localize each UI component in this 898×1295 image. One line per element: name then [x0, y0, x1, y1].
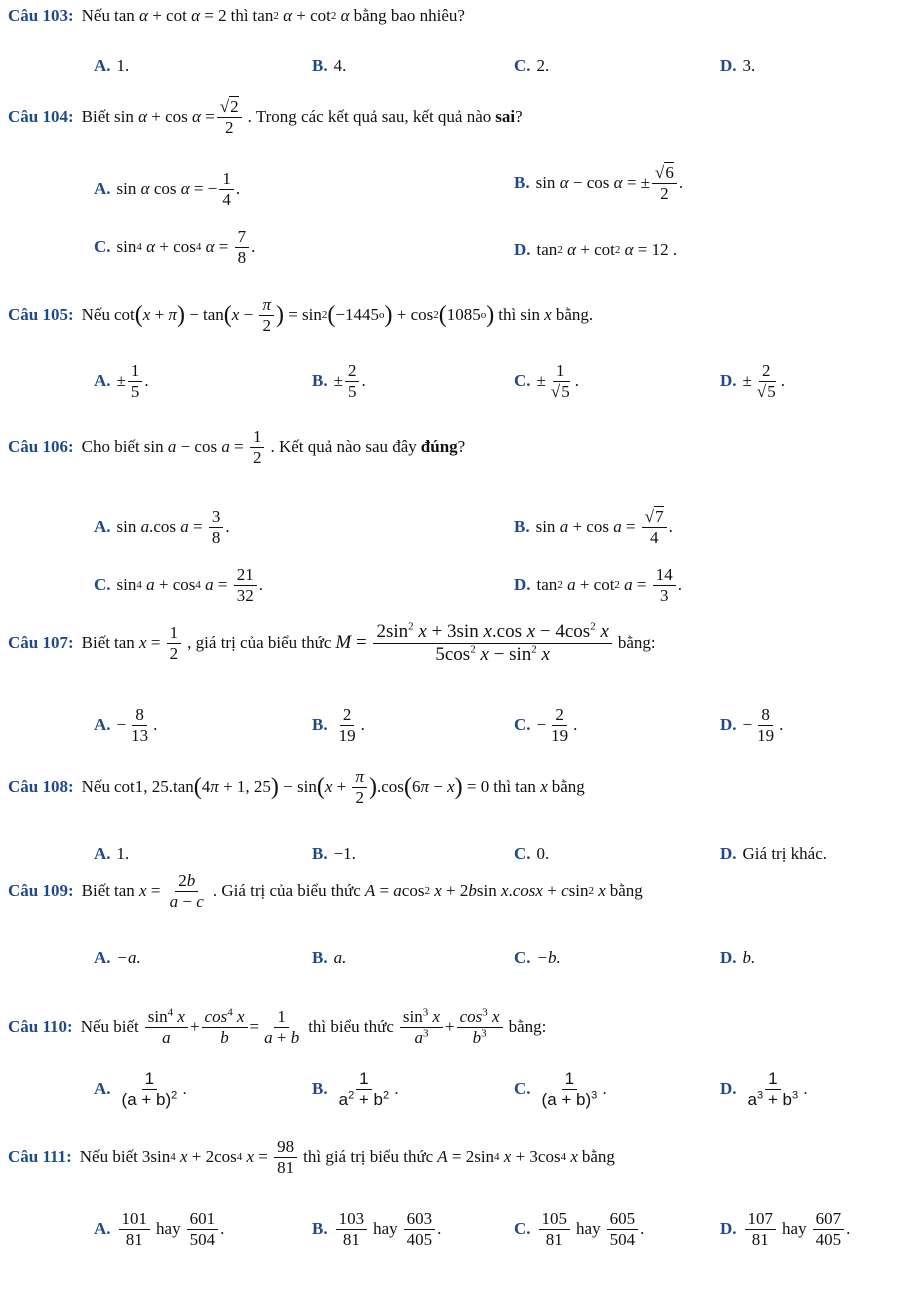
option-b[interactable] — [514, 508, 673, 547]
stem-text-post: bằng — [551, 777, 585, 797]
option-a[interactable] — [94, 508, 230, 547]
option-label: A. — [94, 179, 111, 199]
option-math: $\frac{1}{(a + b)^2}$ . — [121, 1069, 187, 1109]
question-109-stem — [8, 872, 643, 911]
math-condition: tan α + cot α = 2 — [113, 6, 227, 25]
option-d[interactable] — [514, 566, 682, 605]
option-b[interactable] — [312, 948, 346, 968]
option-math: $\frac{103}{81}$ hay $\frac{603}{405}$ . — [334, 1210, 442, 1249]
option-label: A. — [94, 1079, 111, 1099]
option-c[interactable] — [514, 1210, 644, 1249]
option-a[interactable] — [94, 170, 240, 209]
option-label: A. — [94, 1219, 111, 1239]
option-math: sin 4 α + cos 4 α = $\frac{7}{8}$ . — [116, 227, 256, 267]
question-label: Câu 103: — [8, 6, 74, 25]
option-a[interactable] — [94, 56, 129, 76]
stem-emphasis: sai — [495, 107, 516, 127]
option-label: C. — [514, 1079, 531, 1099]
math-condition: $\frac{\sin^4 x}{a}$ + $\frac{\cos^4 x}{b}$ = $\frac{1}{a + b}$ — [143, 1008, 304, 1047]
option-c[interactable] — [94, 566, 263, 605]
stem-text-pre: Biết — [81, 107, 110, 127]
stem-text-post: bằng. — [555, 305, 594, 325]
stem-text-mid: thì — [493, 777, 512, 797]
option-label: C. — [94, 575, 111, 595]
math-condition: 3sin 4 x + 2cos 4 x = $\frac{98}{81}$ — [142, 1138, 299, 1177]
option-label: D. — [720, 1219, 737, 1239]
option-value: 2. — [536, 56, 550, 75]
option-b[interactable] — [514, 164, 683, 203]
option-math: ± $\frac{2}{5}$ . — [333, 361, 366, 401]
option-label: B. — [312, 1079, 328, 1099]
option-value: −1. — [333, 844, 356, 863]
stem-tail: ? — [457, 437, 466, 457]
option-math: $\frac{107}{81}$ hay $\frac{607}{405}$ . — [743, 1210, 851, 1249]
stem-tail: ? — [515, 107, 523, 127]
question-label: Câu 109: — [8, 881, 74, 901]
stem-emphasis: đúng — [420, 437, 458, 457]
option-label: D. — [514, 240, 531, 259]
option-b[interactable] — [312, 56, 346, 76]
option-value: Giá trị khác. — [742, 844, 828, 863]
question-108-stem — [8, 768, 585, 807]
option-math: $\frac{101}{81}$ hay $\frac{601}{504}$ . — [117, 1210, 225, 1249]
stem-text-post: bằng: — [508, 1017, 547, 1037]
option-label: B. — [312, 948, 328, 967]
question-label: Câu 104: — [8, 107, 74, 127]
math-condition: cot ( x + π ) − tan ( x − $\frac{\pi}{2}$ ) = sin 2 ( −1445 o ) + cos 2 ( 1085 o ) — [113, 295, 495, 335]
option-value: b. — [742, 948, 756, 967]
option-label: D. — [720, 844, 737, 863]
stem-text-pre: Nếu biết — [79, 1147, 138, 1167]
option-value: −b. — [536, 948, 561, 967]
option-c[interactable] — [514, 1070, 607, 1109]
option-d[interactable] — [720, 56, 755, 76]
math-condition: sin a − cos a = $\frac{1}{2}$ — [144, 428, 267, 467]
math-condition: sin α + cos α = $\frac{√2}{2}$ — [114, 98, 244, 137]
option-hay: hay — [373, 1219, 398, 1239]
option-math: $\frac{1}{a^3 + b^3}$ . — [747, 1069, 808, 1109]
math-expression: A = a cos 2 x + 2 b sin x . cosx + c sin 2 x — [364, 881, 606, 901]
option-label: D. — [720, 948, 737, 967]
option-label: D. — [514, 575, 531, 595]
stem-text-pre: Nếu — [81, 777, 110, 797]
option-value: −a. — [116, 948, 141, 967]
option-value: 3. — [742, 56, 756, 75]
option-math: sin 4 a + cos 4 a = $\frac{21}{32}$ . — [116, 565, 263, 605]
option-d[interactable] — [720, 1070, 808, 1109]
option-math: $\frac{105}{81}$ hay $\frac{605}{504}$ . — [537, 1210, 645, 1249]
option-math: $\frac{1}{(a + b)^3}$ . — [541, 1069, 607, 1109]
option-math: tan 2 a + cot 2 a = $\frac{14}{3}$ . — [536, 565, 683, 605]
option-label: C. — [514, 715, 531, 735]
stem-text-post: . Kết quả nào sau đây — [270, 437, 417, 457]
stem-text-pre: Biết — [81, 881, 110, 901]
stem-text-pre: Cho biết — [81, 437, 140, 457]
option-b[interactable] — [312, 1210, 441, 1249]
option-d[interactable] — [720, 948, 755, 968]
option-d[interactable] — [720, 1210, 850, 1249]
option-value: 1. — [116, 844, 130, 863]
stem-text-post: bằng: — [617, 633, 656, 653]
option-hay: hay — [156, 1219, 181, 1239]
option-math: sin a .cos a = $\frac{3}{8}$ . — [116, 507, 230, 547]
option-label: B. — [312, 844, 328, 863]
math-condition: tan x = $\frac{2b}{a - c}$ — [114, 871, 204, 911]
option-label: A. — [94, 844, 111, 863]
option-value: 0. — [536, 844, 550, 863]
question-label: Câu 111: — [8, 1147, 72, 1167]
stem-text-post: bằng bao nhiêu? — [353, 6, 465, 25]
option-d[interactable] — [720, 706, 783, 745]
option-b[interactable] — [312, 844, 356, 864]
option-label: C. — [514, 844, 531, 863]
option-label: A. — [94, 948, 111, 967]
option-label: D. — [720, 371, 737, 391]
option-hay: hay — [576, 1219, 601, 1239]
option-d[interactable] — [720, 362, 785, 401]
option-value: 1. — [116, 56, 130, 75]
option-label: A. — [94, 715, 111, 735]
math-expression: sin x — [520, 305, 552, 325]
option-math: − $\frac{8}{13}$ . — [116, 705, 158, 745]
option-c[interactable] — [514, 706, 577, 745]
stem-text-post: bằng — [581, 1147, 615, 1167]
option-b[interactable] — [312, 362, 366, 401]
option-math: tan 2 α + cot 2 α = 12 . — [536, 240, 678, 259]
option-a[interactable] — [94, 948, 141, 968]
option-label: B. — [312, 371, 328, 391]
question-label: Câu 106: — [8, 437, 74, 457]
option-c[interactable] — [514, 362, 579, 401]
option-math: − $\frac{2}{19}$ . — [536, 705, 578, 745]
option-c[interactable] — [514, 56, 549, 76]
stem-text-pre: Nếu — [81, 305, 110, 325]
option-math: − $\frac{8}{19}$ . — [742, 705, 784, 745]
option-b[interactable] — [312, 706, 365, 745]
question-107-stem — [8, 622, 656, 665]
option-label: D. — [720, 1079, 737, 1099]
stem-text-mid: . Giá trị của biểu thức — [212, 881, 361, 901]
stem-text-mid: thì biểu thức — [308, 1017, 394, 1037]
option-label: B. — [312, 56, 328, 75]
option-math: $\frac{2}{19}$ . — [338, 705, 365, 745]
option-label: D. — [720, 715, 737, 735]
stem-text-mid: thì — [498, 305, 517, 325]
stem-text-pre: Nếu — [81, 6, 110, 25]
stem-text-mid: thì — [230, 6, 249, 25]
option-math: sin α cos α = − $\frac{1}{4}$ . — [116, 169, 241, 209]
option-label: B. — [312, 715, 328, 735]
math-expression: M = $\frac{2\sin^2 x + 3\sin x.\cos x - 4\cos^2 x}{5\cos^2 x - \sin^2 x}$ — [335, 622, 614, 665]
option-d[interactable] — [720, 844, 827, 864]
option-label: B. — [514, 517, 530, 537]
question-106-stem — [8, 428, 465, 467]
option-label: B. — [514, 173, 530, 193]
stem-text-pre: Nếu biết — [80, 1017, 139, 1037]
math-expression: $\frac{\sin^3 x}{a^3}$ + $\frac{\cos^3 x}{b^3}$ — [398, 1008, 505, 1047]
option-math: sin α − cos α = ± $\frac{√6}{2}$ . — [535, 163, 684, 203]
option-label: B. — [312, 1219, 328, 1239]
question-105-stem — [8, 296, 593, 335]
option-c[interactable] — [514, 844, 549, 864]
option-value: a. — [333, 948, 347, 967]
option-label: C. — [514, 948, 531, 967]
option-a[interactable] — [94, 844, 129, 864]
stem-text-mid: thì giá trị biểu thức — [303, 1147, 434, 1167]
question-label: Câu 107: — [8, 633, 74, 653]
question-111-stem — [8, 1138, 615, 1177]
stem-text-mid: , giá trị của biểu thức — [187, 633, 332, 653]
question-103-stem — [8, 6, 465, 26]
question-104-stem — [8, 98, 523, 137]
option-a[interactable] — [94, 706, 157, 745]
option-math: ± $\frac{1}{5}$ . — [116, 361, 149, 401]
question-label: Câu 108: — [8, 777, 74, 797]
option-a[interactable] — [94, 1210, 224, 1249]
option-value: 4. — [333, 56, 347, 75]
option-math: ± $\frac{1}{√5}$ . — [536, 361, 579, 401]
stem-text-post: . Trong các kết quả sau, kết quả nào — [247, 107, 492, 127]
option-label: C. — [94, 237, 111, 257]
math-expression: tan x — [515, 777, 548, 797]
option-d[interactable] — [514, 240, 677, 260]
option-math: $\frac{1}{a^2 + b^2}$ . — [338, 1069, 399, 1109]
option-hay: hay — [782, 1219, 807, 1239]
option-math: ± $\frac{2}{√5}$ . — [742, 361, 785, 401]
option-math: sin a + cos a = $\frac{√7}{4}$ . — [535, 507, 673, 547]
option-a[interactable] — [94, 362, 149, 401]
option-label: D. — [720, 56, 737, 75]
option-label: C. — [514, 1219, 531, 1239]
stem-text-post: bằng — [609, 881, 643, 901]
option-c[interactable] — [94, 228, 255, 267]
math-condition: tan x = $\frac{1}{2}$ — [114, 624, 183, 663]
option-a[interactable] — [94, 1070, 187, 1109]
option-label: C. — [514, 56, 531, 75]
math-expression: A = 2sin 4 x + 3cos 4 x — [437, 1147, 578, 1167]
option-b[interactable] — [312, 1070, 399, 1109]
option-label: A. — [94, 371, 111, 391]
question-110-stem — [8, 1008, 546, 1047]
option-label: A. — [94, 56, 111, 75]
question-label: Câu 110: — [8, 1017, 73, 1037]
math-condition: cot1, 25.tan ( 4 π + 1, 25 ) − sin ( x + $\frac{\pi}{2}$ ) .cos ( 6 π − x ) = 0 — [113, 767, 490, 807]
option-c[interactable] — [514, 948, 561, 968]
stem-text-pre: Biết — [81, 633, 110, 653]
option-label: A. — [94, 517, 111, 537]
math-expression: tan 2 α + cot 2 α — [252, 6, 350, 25]
question-label: Câu 105: — [8, 305, 74, 325]
option-label: C. — [514, 371, 531, 391]
